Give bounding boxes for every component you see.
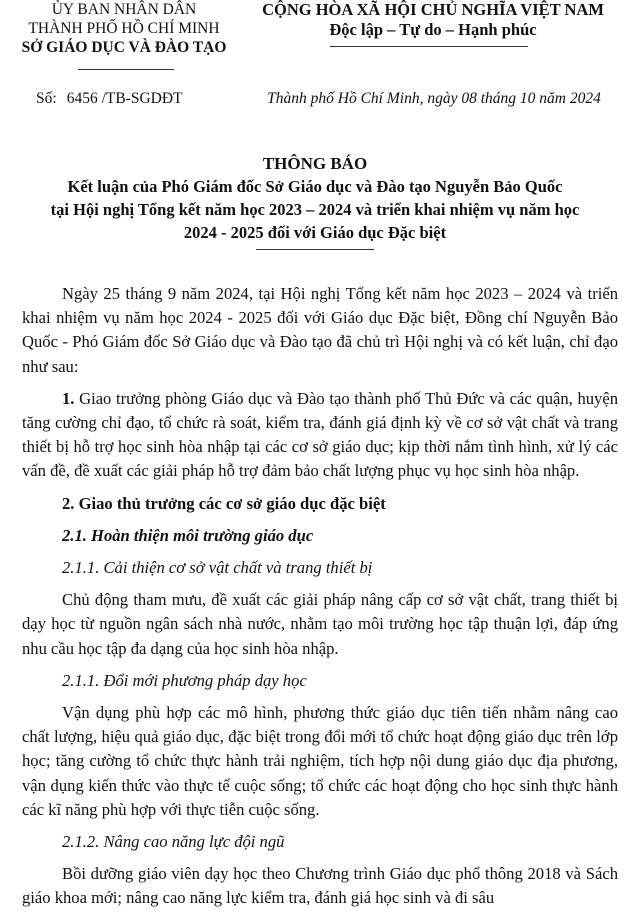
motto-underline — [330, 46, 528, 47]
section-2-1-2-heading: 2.1.2. Nâng cao năng lực đội ngũ — [62, 832, 285, 852]
motto: Độc lập – Tự do – Hạnh phúc — [329, 20, 537, 39]
section-2-1-heading: 2.1. Hoàn thiện môi trường giáo dục — [62, 525, 314, 545]
title-underline — [256, 249, 374, 250]
intro-paragraph: Ngày 25 tháng 9 năm 2024, tại Hội nghị Tổng kết năm học 2023 – 2024 và triển khai nhiệm vụ năm học 2024 - 2025 đối với Giáo dục Đặc biệt, Đồng chí Nguyễn Bảo Quốc - Phó Giám đốc Sở Giáo dục và Đào tạo đã chủ trì Hội nghị và có kết luận, chỉ đạo như sau: — [22, 284, 618, 376]
place-and-date: Thành phố Hồ Chí Minh, ngày 08 tháng 10 năm 2024 — [267, 90, 601, 107]
document-number — [36, 90, 183, 108]
document-subtitle — [10, 175, 620, 244]
item-1-paragraph — [22, 387, 618, 484]
item-1-number: 1. — [62, 388, 75, 408]
section-2-1-1-heading: 2.1.1. Cải thiện cơ sở vật chất và trang thiết bị — [62, 558, 373, 578]
section-2-1-1-b-paragraph: Vận dụng phù hợp các mô hình, phương thức giáo dục tiên tiến nhằm nâng cao chất lượng, hiệu quả giáo dục, đặc biệt trong đổi mới tổ chức hoạt động giáo dục trên lớp học; tăng cường tổ chức thực hành trải nghiệm, tích hợp nội dung giáo dục địa phương, vận dụng kiến thức vào thực tế cuộc sống; tổ chức các hoạt động cho học sinh thực hành các kĩ năng phù hợp với thực tiễn cuộc sống. — [22, 703, 618, 819]
authority-line-3: SỞ GIÁO DỤC VÀ ĐÀO TẠO — [21, 39, 227, 56]
issuing-authority — [0, 0, 248, 57]
document-number-value: 6456 /TB-SGDĐT — [66, 90, 183, 107]
document-number-label: Số: — [36, 90, 57, 107]
authority-line-1: ỦY BAN NHÂN DÂN — [51, 1, 197, 18]
national-motto — [236, 0, 630, 40]
authority-line-2: THÀNH PHỐ HỒ CHÍ MINH — [28, 20, 220, 37]
section-2-1-1-b-heading: 2.1.1. Đổi mới phương pháp dạy học — [62, 670, 307, 690]
item-1-text: Giao trưởng phòng Giáo dục và Đào tạo thành phố Thủ Đức và các quận, huyện tăng cường chỉ đạo, tổ chức rà soát, kiểm tra, đánh giá định kỳ về cơ sở vật chất và trang thiết bị hỗ trợ học sinh hòa nhập tại các cơ sở giáo dục; kịp thời nắm tình hình, xử lý các vấn đề, đề xuất các giải pháp hỗ trợ đảm bảo chất lượng phục vụ học sinh hòa nhập. — [22, 388, 618, 481]
subtitle-line-2: tại Hội nghị Tổng kết năm học 2023 – 2024 và triển khai nhiệm vụ năm học — [50, 200, 580, 219]
country-name: CỘNG HÒA XÃ HỘI CHỦ NGHĨA VIỆT NAM — [262, 0, 604, 19]
authority-underline — [78, 69, 174, 70]
document-body — [22, 282, 618, 915]
subtitle-line-3: 2024 - 2025 đối với Giáo dục Đặc biệt — [183, 223, 447, 242]
document-title: THÔNG BÁO — [262, 154, 368, 173]
item-2-heading: 2. Giao thủ trưởng các cơ sở giáo dục đặc biệt — [62, 493, 386, 513]
section-2-1-1-paragraph: Chủ động tham mưu, đề xuất các giải pháp nâng cấp cơ sở vật chất, trang thiết bị dạy học từ nguồn ngân sách nhà nước, nhằm tạo môi trường học tập thuận lợi, đáp ứng nhu cầu học tập đa dạng của học sinh hòa nhập. — [22, 590, 618, 658]
subtitle-line-1: Kết luận của Phó Giám đốc Sở Giáo dục và Đào tạo Nguyễn Bảo Quốc — [67, 177, 563, 196]
section-2-1-2-paragraph: Bồi dưỡng giáo viên dạy học theo Chương trình Giáo dục phổ thông 2018 và Sách giáo khoa mới; nâng cao năng lực kiểm tra, đánh giá học sinh và đi sâu — [22, 864, 618, 908]
